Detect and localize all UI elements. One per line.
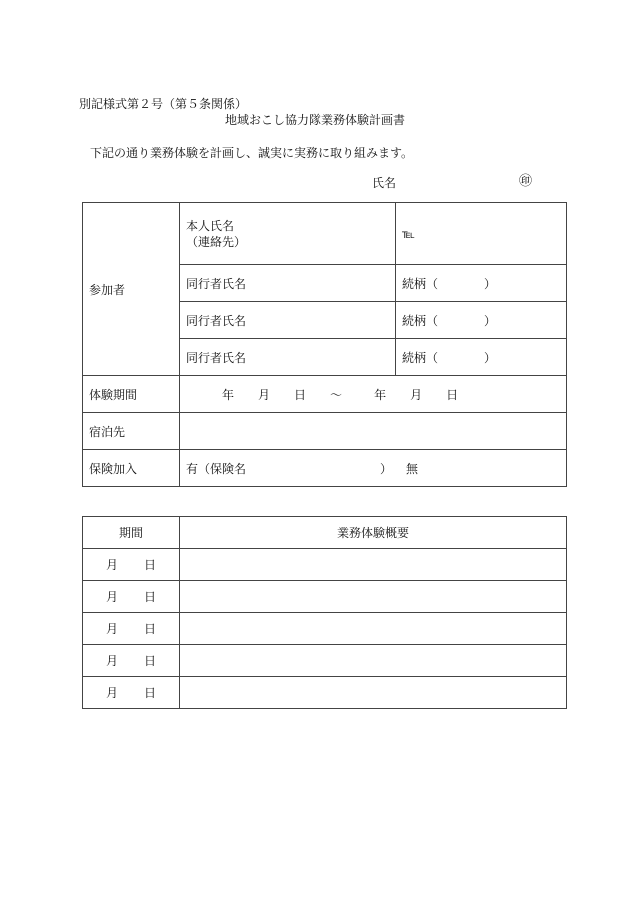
activity-row [83, 677, 567, 709]
month-label: 月 [105, 622, 118, 636]
participant-info-table [82, 202, 567, 487]
activity-row [83, 613, 567, 645]
insurance-close: ） [380, 461, 393, 476]
name-label: 氏名 [372, 176, 397, 190]
relation-label: 続柄（ [402, 313, 439, 328]
start-day-label: 日 [294, 387, 307, 402]
tel-cell[interactable] [396, 203, 567, 265]
day-label: 日 [144, 558, 157, 572]
month-label: 月 [105, 558, 118, 572]
month-label: 月 [105, 654, 118, 668]
activity-row [83, 549, 567, 581]
activity-row [83, 645, 567, 677]
end-day-label: 日 [446, 387, 459, 402]
activity-summary-cell[interactable] [180, 581, 567, 613]
activity-row [83, 581, 567, 613]
end-year-label: 年 [374, 387, 387, 402]
activity-date-cell[interactable] [83, 677, 180, 709]
lodging-label: 宿泊先 [83, 413, 180, 450]
day-label: 日 [144, 622, 157, 636]
insurance-cell[interactable] [180, 450, 567, 487]
month-label: 月 [105, 590, 118, 604]
relation-close: ） [484, 313, 497, 328]
insurance-yes-label: 有（保険名 [186, 461, 247, 476]
relation-close: ） [484, 350, 497, 365]
activity-summary-cell[interactable] [180, 645, 567, 677]
day-label: 日 [144, 654, 157, 668]
activity-date-cell[interactable] [83, 549, 180, 581]
period-label: 体験期間 [83, 376, 180, 413]
form-number: 別記様式第２号（第５条関係） [79, 97, 248, 111]
lodging-cell[interactable] [180, 413, 567, 450]
relation-close: ） [484, 276, 497, 291]
companion-name-cell[interactable] [180, 265, 396, 302]
period-header: 期間 [83, 517, 180, 549]
period-tilde: ～ [330, 387, 343, 402]
relation-cell[interactable] [396, 265, 567, 302]
start-year-label: 年 [222, 387, 235, 402]
companion-name-label: 同行者氏名 [186, 276, 247, 291]
period-row [83, 376, 567, 413]
relation-label: 続柄（ [402, 276, 439, 291]
end-month-label: 月 [410, 387, 423, 402]
participant-label: 参加者 [83, 203, 180, 376]
insurance-row [83, 450, 567, 487]
document-title: 地域おこし協力隊業務体験計画書 [224, 113, 405, 127]
self-name-cell[interactable] [180, 203, 396, 265]
seal-icon: ㊞ [519, 174, 533, 189]
companion-name-cell[interactable] [180, 302, 396, 339]
start-month-label: 月 [258, 387, 271, 402]
relation-label: 続柄（ [402, 350, 439, 365]
month-label: 月 [105, 686, 118, 700]
activity-date-cell[interactable] [83, 613, 180, 645]
contact-label: （連絡先） [186, 234, 247, 249]
intro-statement: 下記の通り業務体験を計画し、誠実に実務に取り組みます。 [90, 146, 414, 160]
companion-name-cell[interactable] [180, 339, 396, 376]
activity-summary-cell[interactable] [180, 613, 567, 645]
day-label: 日 [144, 590, 157, 604]
self-row [83, 203, 567, 265]
period-cell[interactable] [180, 376, 567, 413]
insurance-label: 保険加入 [83, 450, 180, 487]
summary-header: 業務体験概要 [180, 517, 567, 549]
lodging-row [83, 413, 567, 450]
activity-date-cell[interactable] [83, 645, 180, 677]
activity-summary-table [82, 516, 567, 709]
activity-header-row [83, 517, 567, 549]
relation-cell[interactable] [396, 302, 567, 339]
companion-name-label: 同行者氏名 [186, 313, 247, 328]
self-name-label: 本人氏名 [186, 218, 235, 233]
day-label: 日 [144, 686, 157, 700]
insurance-no-label: 無 [406, 461, 419, 476]
relation-cell[interactable] [396, 339, 567, 376]
tel-label: ℡ [402, 226, 415, 241]
activity-summary-cell[interactable] [180, 677, 567, 709]
activity-date-cell[interactable] [83, 581, 180, 613]
activity-summary-cell[interactable] [180, 549, 567, 581]
companion-name-label: 同行者氏名 [186, 350, 247, 365]
